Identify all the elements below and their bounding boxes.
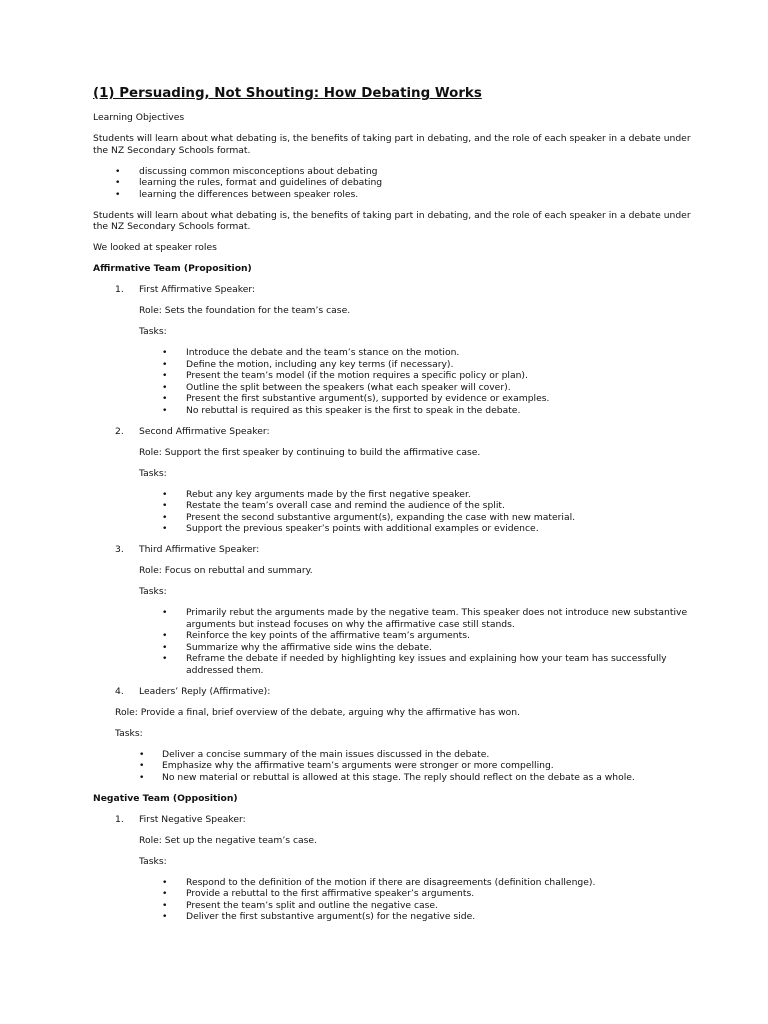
list-item: • Reframe the debate if needed by highlighting key issues and explaining how your team has successfully addressed them. <box>93 653 693 676</box>
speaker-role: Role: Provide a final, brief overview of the debate, arguing why the affirmative has won. <box>115 706 520 718</box>
tasks-list <box>93 347 693 416</box>
list-item: • Deliver a concise summary of the main issues discussed in the debate. <box>93 749 693 761</box>
speaker-item <box>93 814 693 826</box>
page-title: (1) Persuading, Not Shouting: How Debating Works <box>93 86 482 101</box>
tasks-label: Tasks: <box>139 467 167 479</box>
speaker-role: Role: Support the first speaker by continuing to build the affirmative case. <box>139 446 481 458</box>
intro-paragraph-2: Students will learn about what debating is, the benefits of taking part in debating, and the role of each speaker in a debate under the NZ Secondary Schools format. <box>93 209 691 232</box>
item-number: 1. <box>115 813 124 825</box>
tasks-list <box>93 607 693 676</box>
speaker-label: Second Affirmative Speaker: <box>139 425 270 437</box>
negative-heading: Negative Team (Opposition) <box>93 792 238 804</box>
list-item: • Present the first substantive argument(s), supported by evidence or examples. <box>93 393 693 405</box>
list-item: • Outline the split between the speakers (what each speaker will cover). <box>93 382 693 394</box>
speaker-item <box>93 284 693 296</box>
tasks-list <box>93 877 693 923</box>
speaker-label: Third Affirmative Speaker: <box>139 544 260 555</box>
objectives-list <box>93 166 693 201</box>
speaker-label: First Negative Speaker: <box>139 813 246 825</box>
tasks-label: Tasks: <box>139 326 167 337</box>
item-number: 3. <box>115 544 124 555</box>
list-item: • Primarily rebut the arguments made by the negative team. This speaker does not introduce new substantive arguments but instead focuses on why the affirmative case still stands. <box>93 607 693 630</box>
speaker-role: Role: Set up the negative team’s case. <box>139 834 317 846</box>
tasks-label: Tasks: <box>139 586 167 597</box>
speaker-item <box>93 686 693 698</box>
list-item: • Present the team’s model (if the motion requires a specific policy or plan). <box>93 370 693 382</box>
intro-paragraph: Students will learn about what debating is, the benefits of taking part in debating, and the role of each speaker in a debate under the NZ Secondary Schools format. <box>93 133 691 156</box>
tasks-label: Tasks: <box>115 727 143 739</box>
list-item: • Restate the team’s overall case and remind the audience of the split. <box>93 500 693 512</box>
speaker-item <box>93 544 693 556</box>
item-number: 2. <box>115 425 124 437</box>
tasks-list <box>93 749 693 784</box>
learning-objectives-label: Learning Objectives <box>93 112 185 123</box>
list-item: • Introduce the debate and the team’s stance on the motion. <box>93 347 693 359</box>
list-item: • Emphasize why the affirmative team’s arguments were stronger or more compelling. <box>93 760 693 772</box>
list-item: • Present the team’s split and outline the negative case. <box>93 900 693 912</box>
speaker-roles-note: We looked at speaker roles <box>93 242 217 253</box>
document-page <box>93 86 693 932</box>
item-number: 4. <box>115 685 124 697</box>
list-item: • discussing common misconceptions about debating <box>93 166 693 178</box>
tasks-label: Tasks: <box>139 855 167 867</box>
list-item: • Support the previous speaker’s points with additional examples or evidence. <box>93 523 693 535</box>
list-item: • learning the rules, format and guidelines of debating <box>93 177 693 189</box>
list-item: • Define the motion, including any key terms (if necessary). <box>93 359 693 371</box>
list-item: • Provide a rebuttal to the first affirmative speaker’s arguments. <box>93 888 693 900</box>
speaker-item <box>93 426 693 438</box>
affirmative-heading: Affirmative Team (Proposition) <box>93 263 252 274</box>
list-item: • Reinforce the key points of the affirmative team’s arguments. <box>93 630 693 642</box>
speaker-label: Leaders’ Reply (Affirmative): <box>139 685 271 697</box>
list-item: • Rebut any key arguments made by the first negative speaker. <box>93 489 693 501</box>
list-item: • Deliver the first substantive argument(s) for the negative side. <box>93 911 693 923</box>
list-item: • learning the differences between speaker roles. <box>93 189 693 201</box>
list-item: • Respond to the definition of the motion if there are disagreements (definition challenge). <box>93 877 693 889</box>
list-item: • Present the second substantive argument(s), expanding the case with new material. <box>93 512 693 524</box>
tasks-list <box>93 489 693 535</box>
list-item: • Summarize why the affirmative side wins the debate. <box>93 642 693 654</box>
list-item: • No new material or rebuttal is allowed at this stage. The reply should reflect on the debate as a whole. <box>93 772 693 784</box>
list-item: • No rebuttal is required as this speaker is the first to speak in the debate. <box>93 405 693 417</box>
speaker-label: First Affirmative Speaker: <box>139 284 256 295</box>
item-number: 1. <box>115 284 124 295</box>
speaker-role: Role: Sets the foundation for the team’s case. <box>139 305 351 316</box>
speaker-role: Role: Focus on rebuttal and summary. <box>139 565 313 576</box>
